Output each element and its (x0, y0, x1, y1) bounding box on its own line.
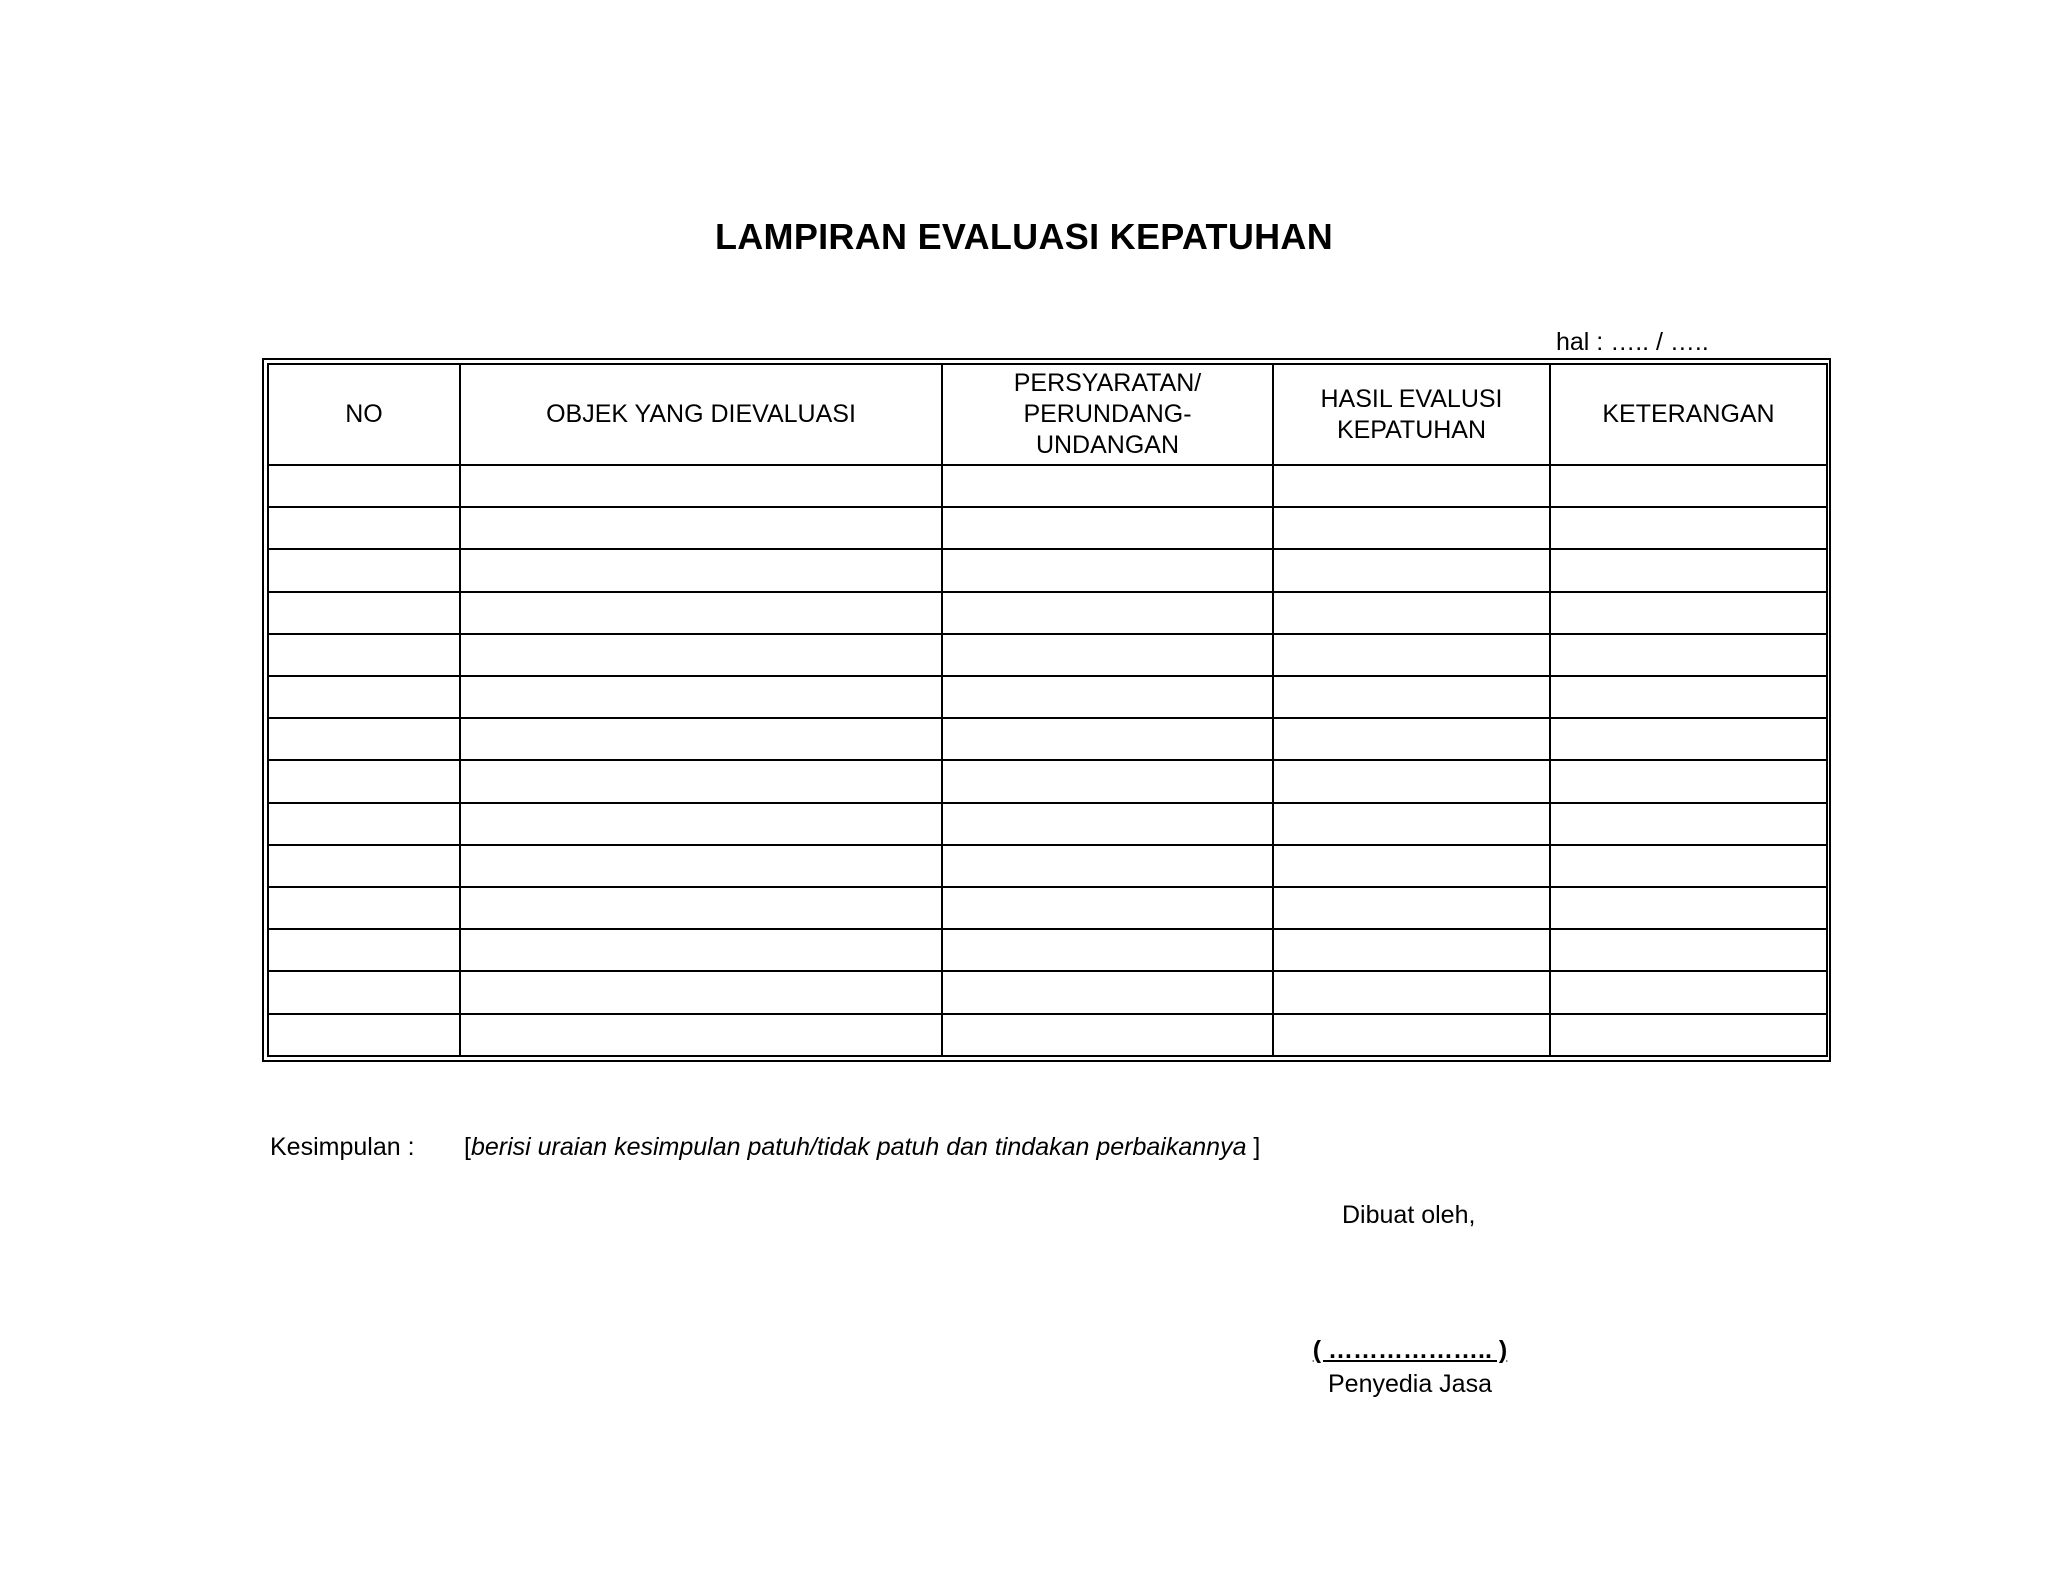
table-cell[interactable] (1550, 549, 1827, 591)
header-requirements-label: PERSYARATAN/ PERUNDANG-UNDANGAN (1013, 369, 1202, 459)
table-cell[interactable] (268, 549, 460, 591)
table-cell[interactable] (1273, 929, 1550, 971)
table-cell[interactable] (268, 592, 460, 634)
table-row (268, 592, 1827, 634)
table-cell[interactable] (1550, 718, 1827, 760)
table-cell[interactable] (1273, 592, 1550, 634)
table-cell[interactable] (460, 549, 942, 591)
table-row (268, 549, 1827, 591)
table-cell[interactable] (942, 718, 1273, 760)
table-cell[interactable] (268, 887, 460, 929)
header-object: OBJEK YANG DIEVALUASI (460, 364, 942, 465)
table-cell[interactable] (1273, 549, 1550, 591)
table-cell[interactable] (268, 465, 460, 507)
table-cell[interactable] (942, 929, 1273, 971)
table-cell[interactable] (1550, 592, 1827, 634)
signature-placeholder: ( ……………….. ) (1312, 1336, 1508, 1364)
table-cell[interactable] (268, 971, 460, 1013)
table-cell[interactable] (1273, 971, 1550, 1013)
table-cell[interactable] (460, 845, 942, 887)
conclusion-open-bracket: [ (464, 1133, 471, 1161)
table-cell[interactable] (942, 465, 1273, 507)
table-cell[interactable] (460, 760, 942, 802)
table-row (268, 845, 1827, 887)
signature-role: Penyedia Jasa (1327, 1370, 1492, 1398)
table-cell[interactable] (942, 592, 1273, 634)
table-cell[interactable] (1273, 760, 1550, 802)
table-cell[interactable] (1273, 845, 1550, 887)
table-cell[interactable] (1550, 1014, 1827, 1056)
table-cell[interactable] (1273, 1014, 1550, 1056)
table-cell[interactable] (942, 887, 1273, 929)
table-cell[interactable] (942, 971, 1273, 1013)
table-cell[interactable] (268, 845, 460, 887)
table-row (268, 465, 1827, 507)
made-by-label: Dibuat oleh, (1342, 1201, 1476, 1229)
table-cell[interactable] (460, 592, 942, 634)
table-cell[interactable] (1550, 971, 1827, 1013)
table-cell[interactable] (460, 929, 942, 971)
table-cell[interactable] (1273, 887, 1550, 929)
table-cell[interactable] (1273, 676, 1550, 718)
evaluation-table-frame (262, 358, 1831, 1062)
table-row (268, 971, 1827, 1013)
table-row (268, 676, 1827, 718)
table-header-row (268, 364, 1827, 465)
table-row (268, 887, 1827, 929)
table-cell[interactable] (268, 760, 460, 802)
table-cell[interactable] (1273, 718, 1550, 760)
table-cell[interactable] (1550, 465, 1827, 507)
table-cell[interactable] (1273, 465, 1550, 507)
table-cell[interactable] (942, 634, 1273, 676)
table-cell[interactable] (268, 803, 460, 845)
table-cell[interactable] (268, 507, 460, 549)
table-cell[interactable] (460, 507, 942, 549)
table-cell[interactable] (1550, 845, 1827, 887)
table-row (268, 929, 1827, 971)
table-cell[interactable] (268, 676, 460, 718)
document-title: LAMPIRAN EVALUASI KEPATUHAN (714, 216, 1334, 257)
table-cell[interactable] (1550, 887, 1827, 929)
table-cell[interactable] (460, 676, 942, 718)
table-cell[interactable] (942, 676, 1273, 718)
header-notes: KETERANGAN (1550, 364, 1827, 465)
table-cell[interactable] (268, 1014, 460, 1056)
table-cell[interactable] (460, 1014, 942, 1056)
table-cell[interactable] (942, 549, 1273, 591)
table-cell[interactable] (268, 929, 460, 971)
table-row (268, 507, 1827, 549)
page-indicator: hal : ….. / ….. (1556, 328, 1709, 356)
table-cell[interactable] (1273, 507, 1550, 549)
table-cell[interactable] (1550, 676, 1827, 718)
table-cell[interactable] (942, 507, 1273, 549)
table-body (268, 465, 1827, 1056)
table-row (268, 718, 1827, 760)
table-cell[interactable] (942, 803, 1273, 845)
table-cell[interactable] (942, 1014, 1273, 1056)
table-row (268, 634, 1827, 676)
conclusion-text (464, 1133, 1260, 1162)
table-cell[interactable] (460, 887, 942, 929)
table-cell[interactable] (460, 634, 942, 676)
header-result-label: HASIL EVALUSI KEPATUHAN (1320, 384, 1503, 444)
table-cell[interactable] (1550, 760, 1827, 802)
table-cell[interactable] (268, 634, 460, 676)
evaluation-table (267, 363, 1828, 1057)
header-requirements (942, 364, 1273, 465)
conclusion-placeholder: berisi uraian kesimpulan patuh/tidak patuh dan tindakan perbaikannya (470, 1133, 1247, 1161)
table-cell[interactable] (460, 465, 942, 507)
table-row (268, 803, 1827, 845)
table-cell[interactable] (942, 760, 1273, 802)
table-cell[interactable] (1273, 803, 1550, 845)
table-cell[interactable] (1273, 634, 1550, 676)
table-cell[interactable] (1550, 803, 1827, 845)
table-cell[interactable] (1550, 634, 1827, 676)
table-cell[interactable] (460, 971, 942, 1013)
table-cell[interactable] (460, 803, 942, 845)
table-cell[interactable] (1550, 507, 1827, 549)
table-cell[interactable] (460, 718, 942, 760)
header-no: NO (268, 364, 460, 465)
table-row (268, 1014, 1827, 1056)
table-cell[interactable] (1550, 929, 1827, 971)
conclusion-label: Kesimpulan : (270, 1133, 415, 1161)
table-row (268, 760, 1827, 802)
conclusion-close-bracket: ] (1246, 1133, 1261, 1161)
header-result (1273, 364, 1550, 465)
table-cell[interactable] (942, 845, 1273, 887)
table-cell[interactable] (268, 718, 460, 760)
